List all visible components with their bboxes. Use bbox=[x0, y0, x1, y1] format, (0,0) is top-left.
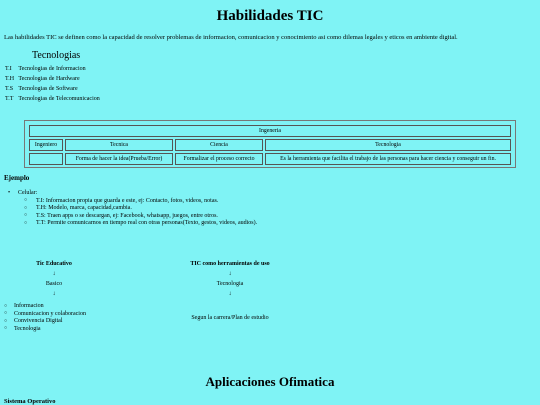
list-item: ○ T.S: Traen apps o se descargan, ej: Facebook, whatsapp, juegos, entre otros. bbox=[24, 213, 257, 221]
tec-code: T.S bbox=[5, 86, 14, 92]
table-caption: Ingeneria bbox=[29, 125, 511, 137]
arrow-down-icon: ↓ bbox=[52, 271, 56, 277]
list-item bbox=[5, 64, 100, 74]
header-tecnologia: Tecnologia bbox=[265, 139, 511, 151]
table-cell: Forma de hacer la idea(Prueba/Error) bbox=[65, 153, 173, 165]
list-item: ○ Tecnologia bbox=[4, 326, 86, 334]
ejemplo-item: Celular: bbox=[18, 190, 38, 196]
list-item: ○ T.T: Permite comunicarnos en tiempo real con otras personas(Texto, gestos, videos, audios). bbox=[24, 220, 257, 228]
table-cell: Es la herramienta que facilita el trabajo de las personas para hacer ciencia y conseguir un fin. bbox=[265, 153, 511, 165]
ingenieria-table-container bbox=[24, 120, 516, 168]
table-row bbox=[29, 153, 511, 165]
tic-educativo-heading: Tic Educativo bbox=[36, 261, 72, 267]
list-item: ○ T.H: Modelo, marca, capacidad,cambia. bbox=[24, 205, 257, 213]
table-cell: Formalizar el proceso correcto bbox=[175, 153, 263, 165]
tec-code: T.T bbox=[5, 96, 14, 102]
tic-herramientas-level: Tecnologia bbox=[216, 281, 244, 287]
tecnologias-list bbox=[5, 64, 100, 104]
table-header-row bbox=[29, 139, 511, 151]
tic-herramientas-text: Segun la carrera/Plan de estudio bbox=[191, 315, 269, 321]
header-tecnica: Tecnica bbox=[65, 139, 173, 151]
header-ciencia: Ciencia bbox=[175, 139, 263, 151]
arrow-down-icon: ↓ bbox=[228, 271, 232, 277]
intro-paragraph: Las habilidades TIC se definen como la capacidad de resolver problemas de informacion, comunicacion y conocimiento asi como dilemas legales y eticos en ambiente digital. bbox=[4, 34, 458, 41]
bullet-icon: • bbox=[8, 190, 11, 196]
list-item: ○ Informacion bbox=[4, 303, 86, 311]
tec-label: Tecnologias de Telecomunicacion bbox=[18, 96, 100, 102]
page-title: Habilidades TIC bbox=[216, 8, 324, 24]
list-item bbox=[5, 74, 100, 84]
ejemplo-sublist bbox=[24, 198, 257, 228]
arrow-down-icon: ↓ bbox=[228, 291, 232, 297]
tec-code: T.H bbox=[5, 76, 15, 82]
list-item: ○ T.I: Informacion propia que guarda e este, ej: Contacto, fotos, videos, notas. bbox=[24, 198, 257, 206]
tic-educativo-level: Basico bbox=[45, 281, 63, 287]
sistema-operativo-heading: Sistema Operativo bbox=[4, 398, 56, 405]
list-item bbox=[8, 190, 241, 198]
aplicaciones-title: Aplicaciones Ofimatica bbox=[205, 374, 335, 389]
tecnologias-heading: Tecnologias bbox=[32, 50, 81, 61]
ejemplo-list bbox=[8, 190, 258, 228]
tec-label: Tecnologias de Hardware bbox=[18, 76, 80, 82]
arrow-down-icon: ↓ bbox=[52, 291, 56, 297]
tec-label: Tecnologias de Software bbox=[18, 86, 78, 92]
table-cell bbox=[29, 153, 63, 165]
tic-herramientas-heading: TIC como herramientas de uso bbox=[190, 261, 270, 267]
ingenieria-table bbox=[27, 123, 513, 167]
tic-herramientas-column bbox=[170, 259, 290, 299]
tec-label: Tecnologias de Informacion bbox=[18, 66, 86, 72]
list-item: ○ Comunicacion y colaboracion bbox=[4, 311, 86, 319]
tic-educativo-column bbox=[18, 259, 90, 299]
ejemplo-heading: Ejemplo bbox=[4, 174, 30, 182]
list-item bbox=[5, 94, 100, 104]
tec-code: T.I bbox=[5, 66, 12, 72]
list-item bbox=[5, 84, 100, 94]
tic-educativo-list bbox=[4, 303, 86, 333]
header-ingeniero: Ingeniero bbox=[29, 139, 63, 151]
list-item: ○ Convivencia Digital bbox=[4, 318, 86, 326]
